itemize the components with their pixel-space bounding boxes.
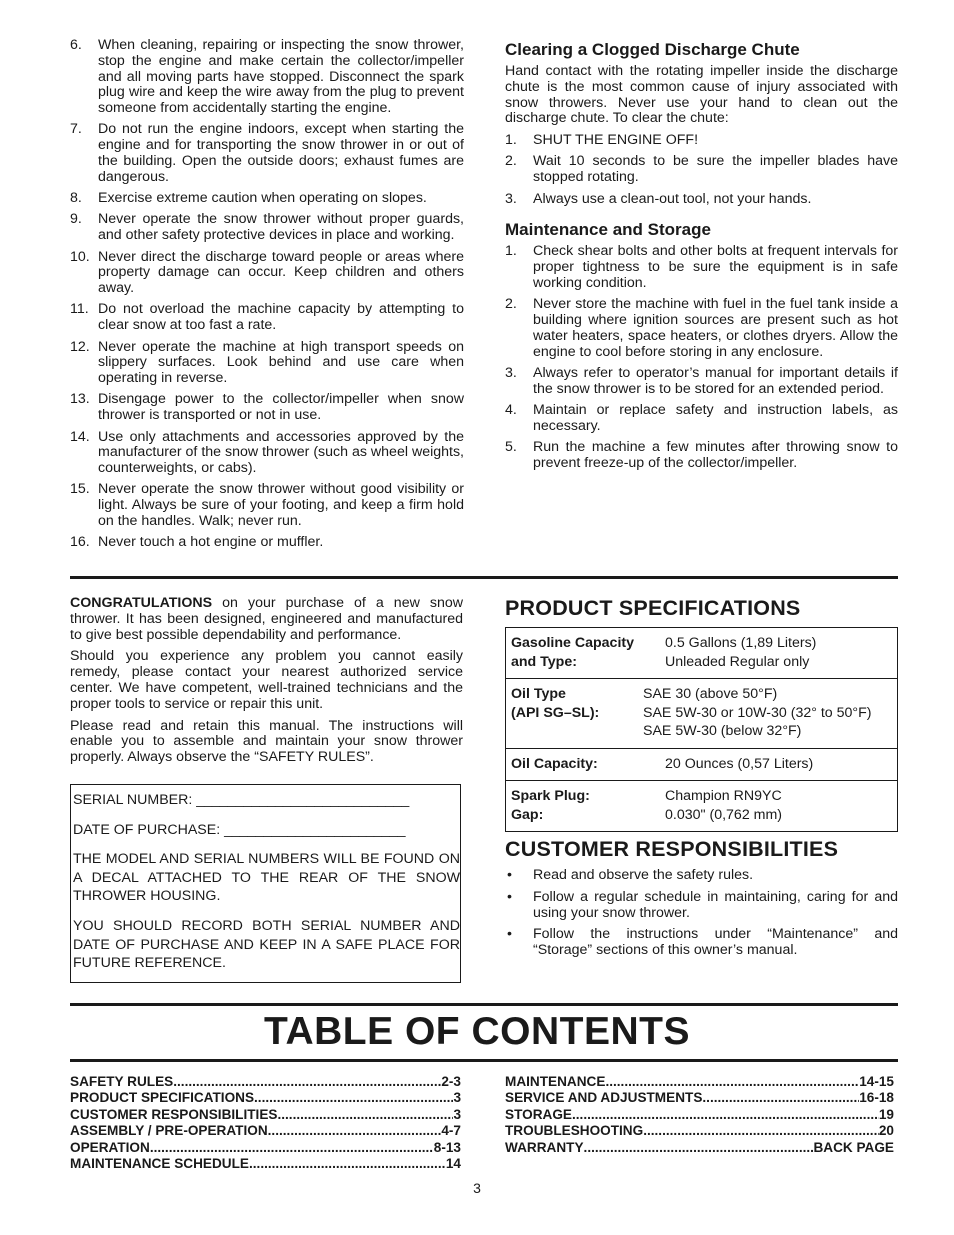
item-text: Follow a regular schedule in maintaining, caring for and using your snow thrower. xyxy=(533,888,898,921)
toc-label: ASSEMBLY / PRE-OPERATION xyxy=(70,1123,268,1139)
toc-page: 16-18 xyxy=(859,1090,894,1106)
item-text: Read and observe the safety rules. xyxy=(533,867,754,883)
item-text: Never direct the discharge toward people or areas where property damage can occur. Keep children and others away. xyxy=(98,248,464,297)
toc-entry xyxy=(505,1090,894,1106)
spec-table xyxy=(505,627,898,832)
item-text: Disengage power to the collector/impeller when snow thrower is transported or not in use. xyxy=(98,391,464,424)
toc-leader-dots xyxy=(643,1123,879,1139)
list-item xyxy=(70,430,464,477)
product-specifications-heading: PRODUCT SPECIFICATIONS xyxy=(505,596,801,620)
item-number: 5. xyxy=(505,439,517,456)
toc-leader-dots xyxy=(584,1140,814,1156)
item-text: Always use a clean-out tool, not your hands. xyxy=(533,190,812,207)
toc-left-column xyxy=(70,1074,461,1172)
spec-key: Oil Type xyxy=(511,686,566,702)
toc-page: 14-15 xyxy=(859,1074,894,1089)
spec-key: Gasoline Capacity xyxy=(511,635,635,651)
spec-value: Unleaded Regular only xyxy=(665,653,810,670)
spec-key: and Type: xyxy=(511,653,577,670)
list-item xyxy=(70,302,464,334)
item-number: 10. xyxy=(70,248,90,265)
list-item xyxy=(505,366,898,398)
clogged-chute-heading: Clearing a Clogged Discharge Chute xyxy=(505,40,800,59)
item-text: Always refer to operator’s manual for important details if the snow thrower is to be stored for an extended period. xyxy=(533,364,898,397)
toc-leader-dots xyxy=(249,1156,446,1172)
spec-row xyxy=(505,781,898,832)
toc-entry xyxy=(70,1107,461,1123)
list-item xyxy=(70,340,464,387)
item-text: Use only attachments and accessories approved by the manufacturer of the snow thrower (such as wheel weights, counterweights, or cabs). xyxy=(98,428,464,477)
item-number: 3. xyxy=(505,190,517,207)
toc-label: TROUBLESHOOTING xyxy=(505,1123,644,1139)
item-text: Never touch a hot engine or muffler. xyxy=(98,534,324,551)
toc-leader-dots xyxy=(254,1090,453,1106)
service-paragraph: Should you experience any problem you cannot easily remedy, please contact your nearest authorized service center. We have competent, well-trained technicians and the proper tools to service or repair this unit. xyxy=(70,648,463,712)
list-item xyxy=(70,38,464,117)
toc-entry xyxy=(70,1074,461,1090)
spec-value: Champion RN9YC xyxy=(665,788,782,804)
list-item xyxy=(505,297,898,360)
item-text: Exercise extreme caution when operating on slopes. xyxy=(98,190,427,207)
item-text: Check shear bolts and other bolts at frequent intervals for proper tightness to be sure the equipment is in safe working condition. xyxy=(533,243,898,291)
bullet-icon: • xyxy=(507,888,512,905)
item-text: Follow the instructions under “Maintenance” and “Storage” sections of this owner’s manual. xyxy=(533,926,898,959)
list-item xyxy=(505,133,898,149)
list-item xyxy=(505,868,898,884)
toc-page: 4-7 xyxy=(441,1123,461,1139)
date-of-purchase-line: DATE OF PURCHASE: _______________________ xyxy=(73,821,406,838)
toc-entry xyxy=(70,1156,461,1172)
toc-label: PRODUCT SPECIFICATIONS xyxy=(70,1090,255,1106)
record-note-keep: YOU SHOULD RECORD BOTH SERIAL NUMBER AND DATE OF PURCHASE AND KEEP IN A SAFE PLACE FOR FUTURE REFERENCE. xyxy=(73,917,460,972)
record-box xyxy=(70,784,461,983)
manual-paragraph: Please read and retain this manual. The instructions will enable you to assemble and maintain your snow thrower properly. Always observe the “SAFETY RULES”. xyxy=(70,717,463,766)
toc-leader-dots xyxy=(572,1107,879,1123)
toc-entry xyxy=(70,1090,461,1106)
bullet-icon: • xyxy=(507,926,512,943)
right-top-column xyxy=(505,38,898,477)
toc-page: 3 xyxy=(453,1090,461,1106)
toc-bottom-rule xyxy=(70,1059,898,1062)
toc-title: TABLE OF CONTENTS xyxy=(264,1010,690,1053)
list-item xyxy=(505,440,898,472)
list-item xyxy=(70,482,464,529)
toc-label: WARRANTY xyxy=(505,1139,584,1155)
item-number: 16. xyxy=(70,534,90,551)
toc-entry xyxy=(505,1123,894,1139)
item-number: 7. xyxy=(70,121,82,138)
toc-page: 8-13 xyxy=(433,1139,461,1155)
item-number: 1. xyxy=(505,132,517,149)
spec-key: Spark Plug: xyxy=(511,788,590,804)
clogged-chute-intro: Hand contact with the rotating impeller inside the discharge chute is the most common cause of injury associated with snow throwers. Never use your hand to clean out the discharge chute. To clear the chute: xyxy=(505,63,898,127)
toc-page: 14 xyxy=(445,1156,461,1172)
toc-entry xyxy=(505,1140,894,1156)
list-item xyxy=(505,154,898,186)
item-number: 6. xyxy=(70,37,82,53)
page-number: 3 xyxy=(473,1180,481,1196)
item-text: Wait 10 seconds to be sure the impeller blades have stopped rotating. xyxy=(533,153,898,186)
item-number: 15. xyxy=(70,481,90,498)
item-text: Do not run the engine indoors, except when starting the engine and for transporting the snow thrower in or out of the building. Open the outside doors; exhaust fumes are dangerous. xyxy=(98,121,464,185)
list-item xyxy=(70,535,464,551)
spec-key: Oil Capacity: xyxy=(511,755,598,772)
toc-page: 19 xyxy=(878,1106,894,1122)
list-item xyxy=(70,122,464,185)
item-number: 8. xyxy=(70,190,82,207)
toc-leader-dots xyxy=(268,1123,442,1139)
item-number: 14. xyxy=(70,428,90,445)
list-item xyxy=(505,927,898,959)
toc-label: CUSTOMER RESPONSIBILITIES xyxy=(70,1106,278,1122)
spec-key: Gap: xyxy=(511,806,544,823)
toc-entry xyxy=(505,1074,894,1090)
item-text: Never operate the snow thrower without proper guards, and other safety protective devices in place and working. xyxy=(98,211,464,244)
spec-value: 20 Ounces (0,57 Liters) xyxy=(665,755,814,772)
item-text: Never operate the machine at high transport speeds on slippery surfaces. Look behind and use care when operating in reverse. xyxy=(98,338,464,387)
toc-page: 20 xyxy=(878,1123,894,1139)
toc-label: SAFETY RULES xyxy=(70,1074,174,1089)
record-note-location: THE MODEL AND SERIAL NUMBERS WILL BE FOUND ON A DECAL ATTACHED TO THE REAR OF THE SNOW THROWER HOUSING. xyxy=(73,851,460,905)
section-divider xyxy=(70,576,898,579)
congrats-bold: CONGRATULATIONS xyxy=(70,595,213,611)
list-item xyxy=(70,250,464,297)
spec-key: (API SG–SL): xyxy=(511,704,600,721)
spec-value: 0.030" (0,762 mm) xyxy=(665,806,783,823)
toc-entry xyxy=(505,1107,894,1123)
item-text: Never operate the snow thrower without good visibility or light. Always be sure of your footing, and keep a firm hold on the handles. Walk; never run. xyxy=(98,481,464,530)
spec-value: SAE 5W-30 (below 32°F) xyxy=(643,723,802,739)
toc-leader-dots xyxy=(702,1090,859,1106)
toc-label: SERVICE AND ADJUSTMENTS xyxy=(505,1090,703,1106)
item-number: 2. xyxy=(505,153,517,170)
toc-label: MAINTENANCE xyxy=(505,1074,606,1089)
spec-row xyxy=(505,627,898,679)
spec-value: 0.5 Gallons (1,89 Liters) xyxy=(665,635,817,651)
spec-row xyxy=(505,749,898,782)
intro-section xyxy=(70,596,463,772)
toc-leader-dots xyxy=(605,1074,859,1090)
maintenance-storage-steps xyxy=(505,244,898,471)
item-text: Do not overload the machine capacity by attempting to clear snow at too fast a rate. xyxy=(98,301,464,334)
customer-responsibilities-heading: CUSTOMER RESPONSIBILITIES xyxy=(505,837,839,861)
toc-label: OPERATION xyxy=(70,1139,150,1155)
toc-entry xyxy=(70,1123,461,1139)
toc-label: MAINTENANCE SCHEDULE xyxy=(70,1156,249,1172)
item-number: 3. xyxy=(505,364,517,381)
item-text: SHUT THE ENGINE OFF! xyxy=(533,132,699,149)
safety-rules-list xyxy=(70,38,464,557)
spec-value: SAE 5W-30 or 10W-30 (32° to 50°F) xyxy=(643,704,872,721)
item-number: 9. xyxy=(70,211,82,228)
toc-top-rule xyxy=(70,1003,898,1006)
list-item xyxy=(70,191,464,207)
toc-label: STORAGE xyxy=(505,1106,572,1122)
item-number: 13. xyxy=(70,391,90,408)
item-number: 11. xyxy=(70,301,89,318)
item-text: Run the machine a few minutes after throwing snow to prevent freeze-up of the collector/impeller. xyxy=(533,439,898,471)
congrats-paragraph xyxy=(70,596,463,643)
list-item xyxy=(505,192,898,208)
congrats-text: on your purchase of a new snow thrower. It has been designed, engineered and manufactured to give best possible dependability and performance. xyxy=(70,595,463,643)
list-item xyxy=(505,403,898,435)
item-number: 4. xyxy=(505,402,517,419)
toc-page: BACK PAGE xyxy=(813,1139,894,1155)
list-item xyxy=(70,212,464,244)
item-text: When cleaning, repairing or inspecting the snow thrower, stop the engine and make certain the collector/impeller and all moving parts have stopped. Disconnect the spark plug wire and keep the wire away from the plug to prevent someone from accidentally starting the engine. xyxy=(98,37,464,117)
item-number: 1. xyxy=(505,243,517,260)
customer-responsibilities-list xyxy=(505,868,898,959)
toc-leader-dots xyxy=(173,1074,441,1090)
serial-number-line: SERIAL NUMBER: ___________________________ xyxy=(73,792,410,808)
item-text: Maintain or replace safety and instruction labels, as necessary. xyxy=(533,402,898,434)
specs-section xyxy=(505,596,898,965)
item-number: 12. xyxy=(70,338,90,355)
toc-right-column xyxy=(505,1074,894,1156)
toc-entry xyxy=(70,1140,461,1156)
list-item xyxy=(505,244,898,291)
clogged-chute-steps xyxy=(505,133,898,207)
spec-value: SAE 30 (above 50°F) xyxy=(643,686,778,702)
item-number: 2. xyxy=(505,296,517,313)
bullet-icon: • xyxy=(507,867,512,883)
list-item xyxy=(505,890,898,922)
toc-page: 3 xyxy=(453,1106,461,1122)
list-item xyxy=(70,392,464,424)
toc-leader-dots xyxy=(277,1107,453,1123)
toc-leader-dots xyxy=(150,1140,434,1156)
toc-page: 2-3 xyxy=(441,1074,461,1089)
item-text: Never store the machine with fuel in the fuel tank inside a building where ignition sources are present such as hot water heaters, space heaters, or clothes dryers. Allow the engine to cool before storing in any enclosure. xyxy=(533,296,898,360)
spec-row xyxy=(505,679,898,749)
maintenance-storage-heading: Maintenance and Storage xyxy=(505,220,711,240)
